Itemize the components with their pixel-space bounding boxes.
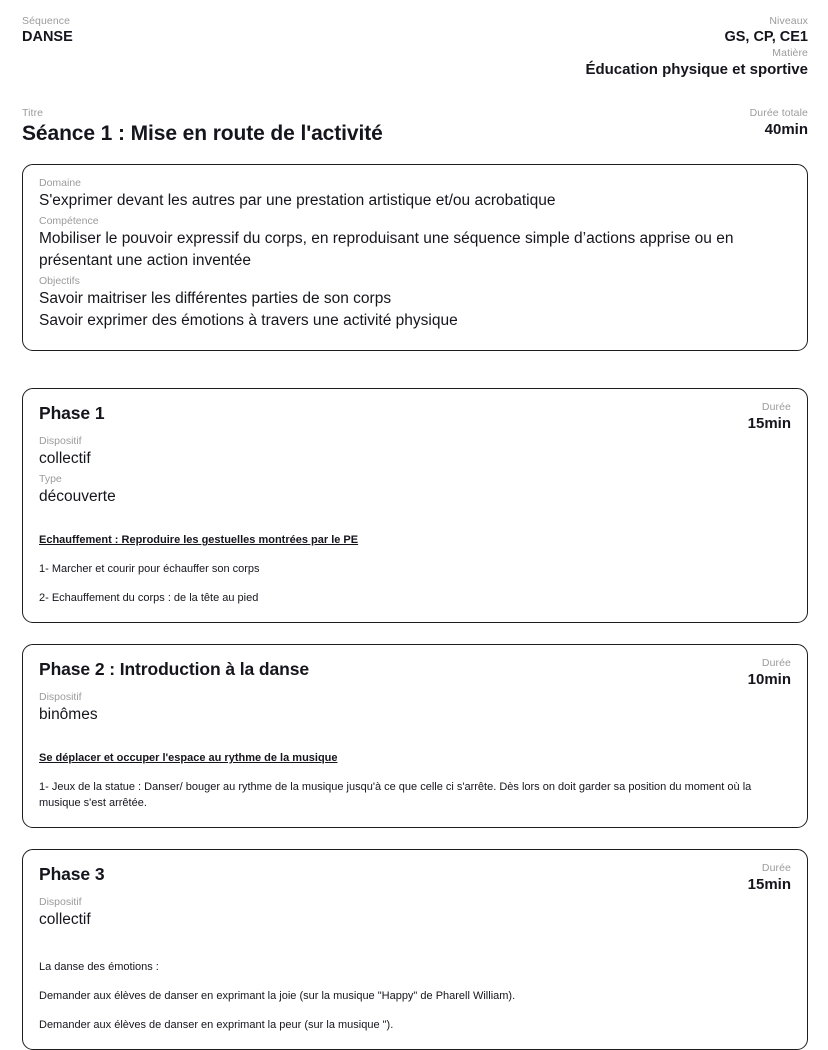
phase-card <box>22 388 808 623</box>
title-label: Titre <box>22 107 44 119</box>
phase-body-heading: Echauffement : Reproduire les gestuelles montrées par le PE <box>39 534 359 546</box>
phase-body-line: 1- Jeux de la statue : Danser/ bouger au rythme de la musique jusqu'à ce que celle ci s'arrête. Dès lors on doit garder sa position du moment où la musique s'est arrêtée. <box>39 781 752 809</box>
dispositif-label: Dispositif <box>39 896 82 908</box>
dispositif-label: Dispositif <box>39 691 82 703</box>
type-label: Type <box>39 473 62 485</box>
phase-body-line: Demander aux élèves de danser en exprimant la joie (sur la musique "Happy" de Pharell William). <box>39 990 516 1002</box>
objectives-field <box>39 274 791 332</box>
sequence-block <box>22 14 73 46</box>
page-title: Séance 1 : Mise en route de l'activité <box>22 122 383 145</box>
phase-body <box>39 959 791 1033</box>
levels-subject-block <box>585 14 808 80</box>
objectives-line-1: Savoir maitriser les différentes parties de son corps <box>39 290 392 307</box>
phase-title: Phase 3 <box>39 864 105 884</box>
phase-body-heading: Se déplacer et occuper l'espace au rythme de la musique <box>39 752 338 764</box>
dispositif-field <box>39 895 791 931</box>
subject-label: Matière <box>772 47 808 59</box>
phase-body-line: 1- Marcher et courir pour échauffer son corps <box>39 563 260 575</box>
phase-duration-label: Durée <box>761 862 791 874</box>
phase-duration-label: Durée <box>761 401 791 413</box>
domain-label: Domaine <box>39 177 82 189</box>
domain-field <box>39 176 791 212</box>
phase-title: Phase 1 <box>39 403 105 423</box>
phase-header <box>39 401 791 433</box>
dispositif-field <box>39 690 791 726</box>
dispositif-value: binômes <box>39 706 98 723</box>
type-field <box>39 472 791 508</box>
total-duration-block <box>750 106 808 140</box>
phase-duration-block <box>748 862 791 894</box>
sequence-label: Séquence <box>22 15 71 27</box>
dispositif-value: collectif <box>39 450 91 467</box>
phase-body-line: La danse des émotions : <box>39 961 159 973</box>
competence-value: Mobiliser le pouvoir expressif du corps, en reproduisant une séquence simple d’actions apprise ou en présentant une action inventée <box>39 230 734 269</box>
dispositif-field <box>39 434 791 470</box>
phase-body <box>39 748 791 811</box>
domain-value: S'exprimer devant les autres par une prestation artistique et/ou acrobatique <box>39 192 556 209</box>
objectives-line-2: Savoir exprimer des émotions à travers une activité physique <box>39 312 458 329</box>
phase-fields <box>39 434 791 508</box>
phase-header <box>39 862 791 894</box>
subject-value: Éducation physique et sportive <box>585 61 808 78</box>
dispositif-value: collectif <box>39 911 91 928</box>
type-value: découverte <box>39 488 116 505</box>
phase-duration-value: 15min <box>747 415 791 432</box>
dispositif-label: Dispositif <box>39 435 82 447</box>
competence-label: Compétence <box>39 215 99 227</box>
lesson-info-card <box>22 164 808 351</box>
levels-label: Niveaux <box>769 15 808 27</box>
levels-value: GS, CP, CE1 <box>724 29 808 45</box>
document-meta-row <box>22 14 808 80</box>
sequence-value: DANSE <box>22 29 73 45</box>
objectives-label: Objectifs <box>39 275 80 287</box>
phase-body-line: Demander aux élèves de danser en exprimant la peur (sur la musique "). <box>39 1019 394 1031</box>
phase-duration-label: Durée <box>761 657 791 669</box>
title-block <box>22 106 383 148</box>
phase-title: Phase 2 : Introduction à la danse <box>39 659 309 679</box>
phase-duration-value: 10min <box>747 671 791 688</box>
phase-duration-block <box>748 401 791 433</box>
total-duration-value: 40min <box>764 121 808 138</box>
phase-fields <box>39 895 791 931</box>
phase-card <box>22 849 808 1050</box>
phase-header <box>39 657 791 689</box>
phase-duration-value: 15min <box>747 876 791 893</box>
phase-card <box>22 644 808 828</box>
phase-body-line: 2- Echauffement du corps : de la tête au pied <box>39 592 259 604</box>
phase-body <box>39 530 791 606</box>
phase-duration-block <box>748 657 791 689</box>
phase-fields <box>39 690 791 726</box>
competence-field <box>39 214 791 272</box>
title-row <box>22 106 808 148</box>
total-duration-label: Durée totale <box>749 107 808 119</box>
